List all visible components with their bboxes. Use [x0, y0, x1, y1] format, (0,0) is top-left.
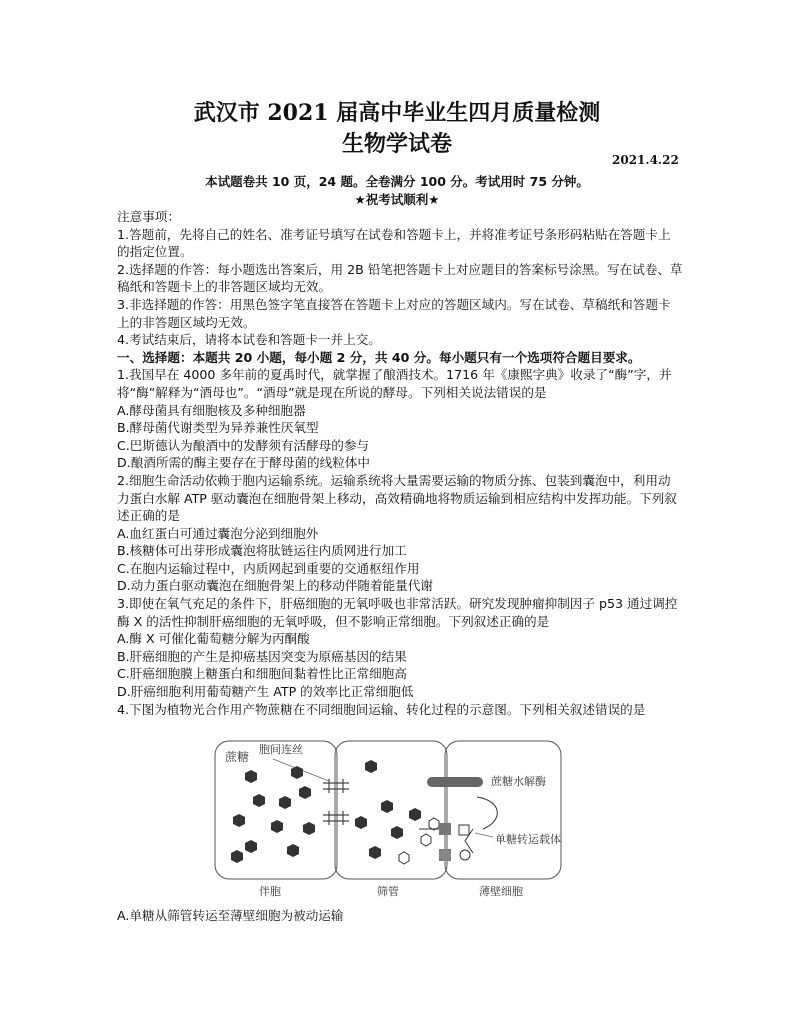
question-stem: 2.细胞生命活动依赖于胞内运输系统。运输系统将大量需要运输的物质分拣、包装到囊泡中，利用动力蛋白水解 ATP 驱动囊泡在细胞骨架上移动，高效精确地将物质运输到相应结构中发挥功能。下列叙述正确的是	[117, 472, 677, 524]
exam-date: 2021.4.22	[612, 153, 679, 167]
section-heading: 一、选择题：本题共 20 小题，每小题 2 分，共 40 分。每小题只有一个选项符合题目要求。	[117, 349, 641, 365]
question-option: C.巴斯德认为酿酒中的发酵须有活酵母的参与	[117, 437, 370, 453]
invertase	[427, 777, 483, 787]
note-item: 1.答题前，先将自己的姓名、准考证号填写在试卷和答题卡上，并将准考证号条形码粘贴在答题卡上的指定位置。	[117, 226, 671, 260]
question-option: B.核糖体可出芽形成囊泡将肽链运往内质网进行加工	[117, 543, 407, 559]
question-option: B.肝癌细胞的产生是抑癌基因突变为原癌基因的结果	[117, 648, 407, 664]
question-option: D.酿酒所需的酶主要存在于酵母菌的线粒体中	[117, 455, 370, 471]
sucrose-transport-diagram	[213, 737, 565, 900]
question-option: A.酶 X 可催化葡萄糖分解为丙酮酸	[117, 631, 310, 647]
question-option: B.酵母菌代谢类型为异养兼性厌氧型	[117, 420, 319, 436]
label-transporter: 单糖转运载体	[495, 833, 561, 846]
question-stem: 4.下图为植物光合作用产物蔗糖在不同细胞间运输、转化过程的示意图。下列相关叙述错误的是	[117, 701, 646, 717]
question-option: D.肝癌细胞利用葡萄糖产生 ATP 的效率比正常细胞低	[117, 684, 414, 700]
label-parenchyma: 薄壁细胞	[479, 885, 523, 898]
label-plasmodesmata: 胞间连丝	[259, 743, 303, 756]
question-option: D.动力蛋白驱动囊泡在细胞骨架上的移动伴随着能量代谢	[117, 578, 433, 594]
sucrose-molecules	[231, 760, 421, 863]
question-stem: 3.即使在氧气充足的条件下，肝癌细胞的无氧呼吸也非常活跃。研究发现肿瘤抑制因子 p53 通过调控酶 X 的活性抑制肝癌细胞的无氧呼吸，但不影响正常细胞。下列叙述正确的是	[117, 596, 678, 629]
exam-wish: ★祝考试顺利★	[354, 192, 440, 207]
label-sucrose: 蔗糖	[225, 750, 250, 764]
exam-subtitle: 生物学试卷	[341, 131, 452, 157]
question-option: C.在胞内运输过程中，内质网起到重要的交通枢纽作用	[117, 560, 420, 576]
plasmodesmata	[323, 779, 349, 825]
label-companion-cell: 伴胞	[259, 885, 281, 898]
monosaccharides	[399, 818, 439, 864]
monosaccharide	[459, 825, 469, 835]
monosaccharide	[439, 849, 451, 861]
question-option: A.血红蛋白可通过囊泡分泌到细胞外	[117, 525, 319, 541]
question-stem: 1.我国早在 4000 多年前的夏禹时代，就掌握了酿酒技术。1716 年《康熙字典》收录了“酶”字，并将“酶”解释为“酒母也”。“酒母”就是现在所说的酵母。下列相关说法错误的是	[117, 367, 672, 400]
exam-content	[117, 208, 683, 718]
monosaccharide	[460, 850, 470, 860]
transporter	[439, 823, 451, 835]
note-item: 4.考试结束后，请将本试卷和答题卡一并上交。	[117, 332, 381, 348]
label-sieve-tube: 筛管	[377, 885, 399, 898]
note-item: 3.非选择题的作答：用黑色签字笔直接答在答题卡上对应的答题区域内。写在试卷、草稿纸和答题卡上的非答题区域均无效。	[117, 296, 671, 330]
note-item: 2.选择题的作答：每小题选出答案后，用 2B 铅笔把答题卡上对应题目的答案标号涂黑。写在试卷、草稿纸和答题卡上的非答题区域均无效。	[117, 261, 683, 295]
question-option: C.肝癌细胞膜上糖蛋白和细胞间黏着性比正常细胞高	[117, 666, 407, 682]
question-option: A.酵母菌具有细胞核及多种细胞器	[117, 402, 306, 418]
label-invertase: 蔗糖水解酶	[491, 775, 546, 788]
notes-heading: 注意事项：	[117, 209, 180, 224]
question-option: A.单糖从筛管转运至薄壁细胞为被动运输	[117, 908, 344, 923]
exam-title: 武汉市 2021 届高中毕业生四月质量检测	[193, 100, 601, 126]
exam-info: 本试题卷共 10 页，24 题。全卷满分 100 分。考试用时 75 分钟。	[205, 174, 589, 189]
